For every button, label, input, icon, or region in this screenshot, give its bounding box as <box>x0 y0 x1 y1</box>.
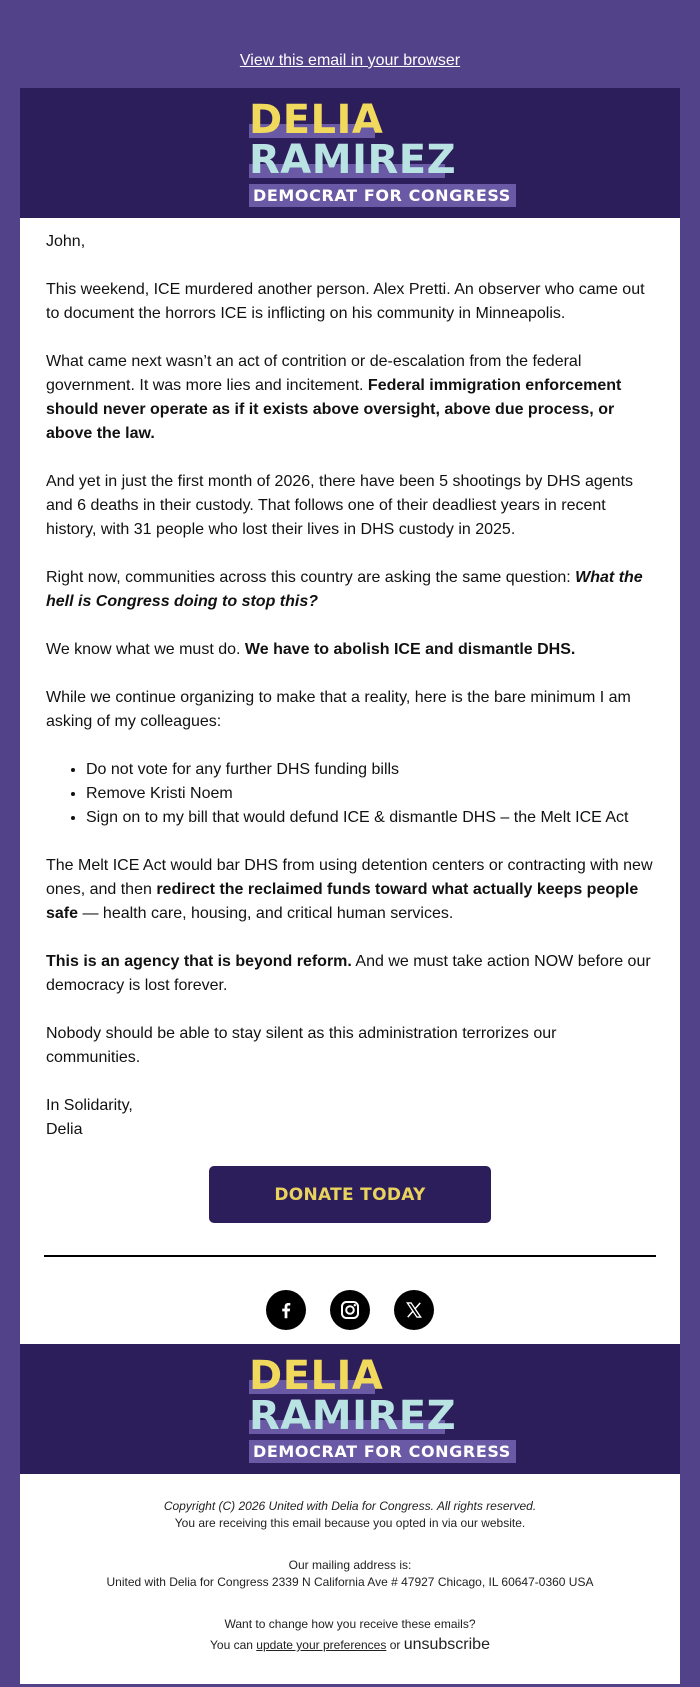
list-item: • Sign on to my bill that would defund ICE & dismantle DHS – the Melt ICE Act <box>86 806 654 830</box>
logo-first-name: DELIA <box>249 1353 384 1399</box>
signature: Delia <box>46 1121 83 1138</box>
paragraph-8: This is an agency that is beyond reform. And we must take action NOW before our democracy is lost forever. <box>46 953 651 994</box>
paragraph-3: And yet in just the first month of 2026, there have been 5 shootings by DHS agents and 6 deaths in their custody. That follows one of their deadliest years in recent history, with 31 people who lost their lives in DHS custody in 2025. <box>46 473 634 538</box>
copyright: Copyright (C) 2026 United with Delia for Congress. All rights reserved. <box>163 1499 537 1513</box>
list-item: • Do not vote for any further DHS funding bills <box>86 758 654 782</box>
facebook-icon[interactable] <box>266 1290 306 1330</box>
top-logo-header <box>20 88 680 218</box>
greeting: John, <box>46 233 86 250</box>
logo-first-name: DELIA <box>249 97 384 143</box>
opt-in-notice: You are receiving this email because you opted in via our website. <box>174 1516 526 1530</box>
change-prompt: Want to change how you receive these emails? <box>224 1617 476 1631</box>
view-in-browser-link[interactable]: View this email in your browser <box>239 52 461 69</box>
paragraph-5: We know what we must do. We have to abolish ICE and dismantle DHS. <box>46 641 576 658</box>
unsubscribe-link[interactable]: unsubscribe <box>403 1636 490 1653</box>
paragraph-7: The Melt ICE Act would bar DHS from using detention centers or contracting with new ones, and then redirect the reclaimed funds toward what actually keeps people safe — health care, housing, and critical human services. <box>46 857 653 922</box>
logo-tagline: DEMOCRAT FOR CONGRESS <box>249 184 516 207</box>
paragraph-6: While we continue organizing to make that a reality, here is the bare minimum I am asking of my colleagues: <box>46 689 631 730</box>
delia-ramirez-logo <box>249 98 529 216</box>
mailing-label: Our mailing address is: <box>288 1558 412 1572</box>
list-item: • Remove Kristi Noem <box>86 782 654 806</box>
logo-tagline: DEMOCRAT FOR CONGRESS <box>249 1440 516 1463</box>
mailing-address: United with Delia for Congress 2339 N California Ave # 47927 Chicago, IL 60647-0360 USA <box>106 1575 594 1589</box>
preferences-line: You can update your preferences or unsubscribe <box>210 1636 490 1653</box>
delia-ramirez-logo <box>249 1354 529 1472</box>
social-links <box>20 1257 680 1344</box>
logo-last-name: RAMIREZ <box>249 137 457 183</box>
letter-body <box>20 218 680 1142</box>
donate-row <box>20 1160 680 1223</box>
bottom-logo-header <box>20 1344 680 1474</box>
paragraph-2: What came next wasn’t an act of contrition or de-escalation from the federal government. It was more lies and incitement. Federal immigration enforcement should never operate as if it exists above oversight, above due process, or above the law. <box>46 353 622 442</box>
paragraph-9: Nobody should be able to stay silent as this administration terrorizes our communities. <box>46 1025 557 1066</box>
email-container <box>20 88 680 1684</box>
instagram-icon[interactable] <box>330 1290 370 1330</box>
x-icon[interactable] <box>394 1290 434 1330</box>
footer <box>20 1474 680 1684</box>
logo-last-name: RAMIREZ <box>249 1393 457 1439</box>
paragraph-1: This weekend, ICE murdered another person. Alex Pretti. An observer who came out to document the horrors ICE is inflicting on his community in Minneapolis. <box>46 281 645 322</box>
asks-list <box>46 758 654 830</box>
view-in-browser-row <box>0 0 700 88</box>
signoff: In Solidarity, Delia <box>46 1097 133 1138</box>
paragraph-4: Right now, communities across this country are asking the same question: What the hell is Congress doing to stop this? <box>46 569 643 610</box>
donate-button[interactable]: DONATE TODAY <box>209 1166 491 1223</box>
update-preferences-link[interactable]: update your preferences <box>256 1638 387 1652</box>
